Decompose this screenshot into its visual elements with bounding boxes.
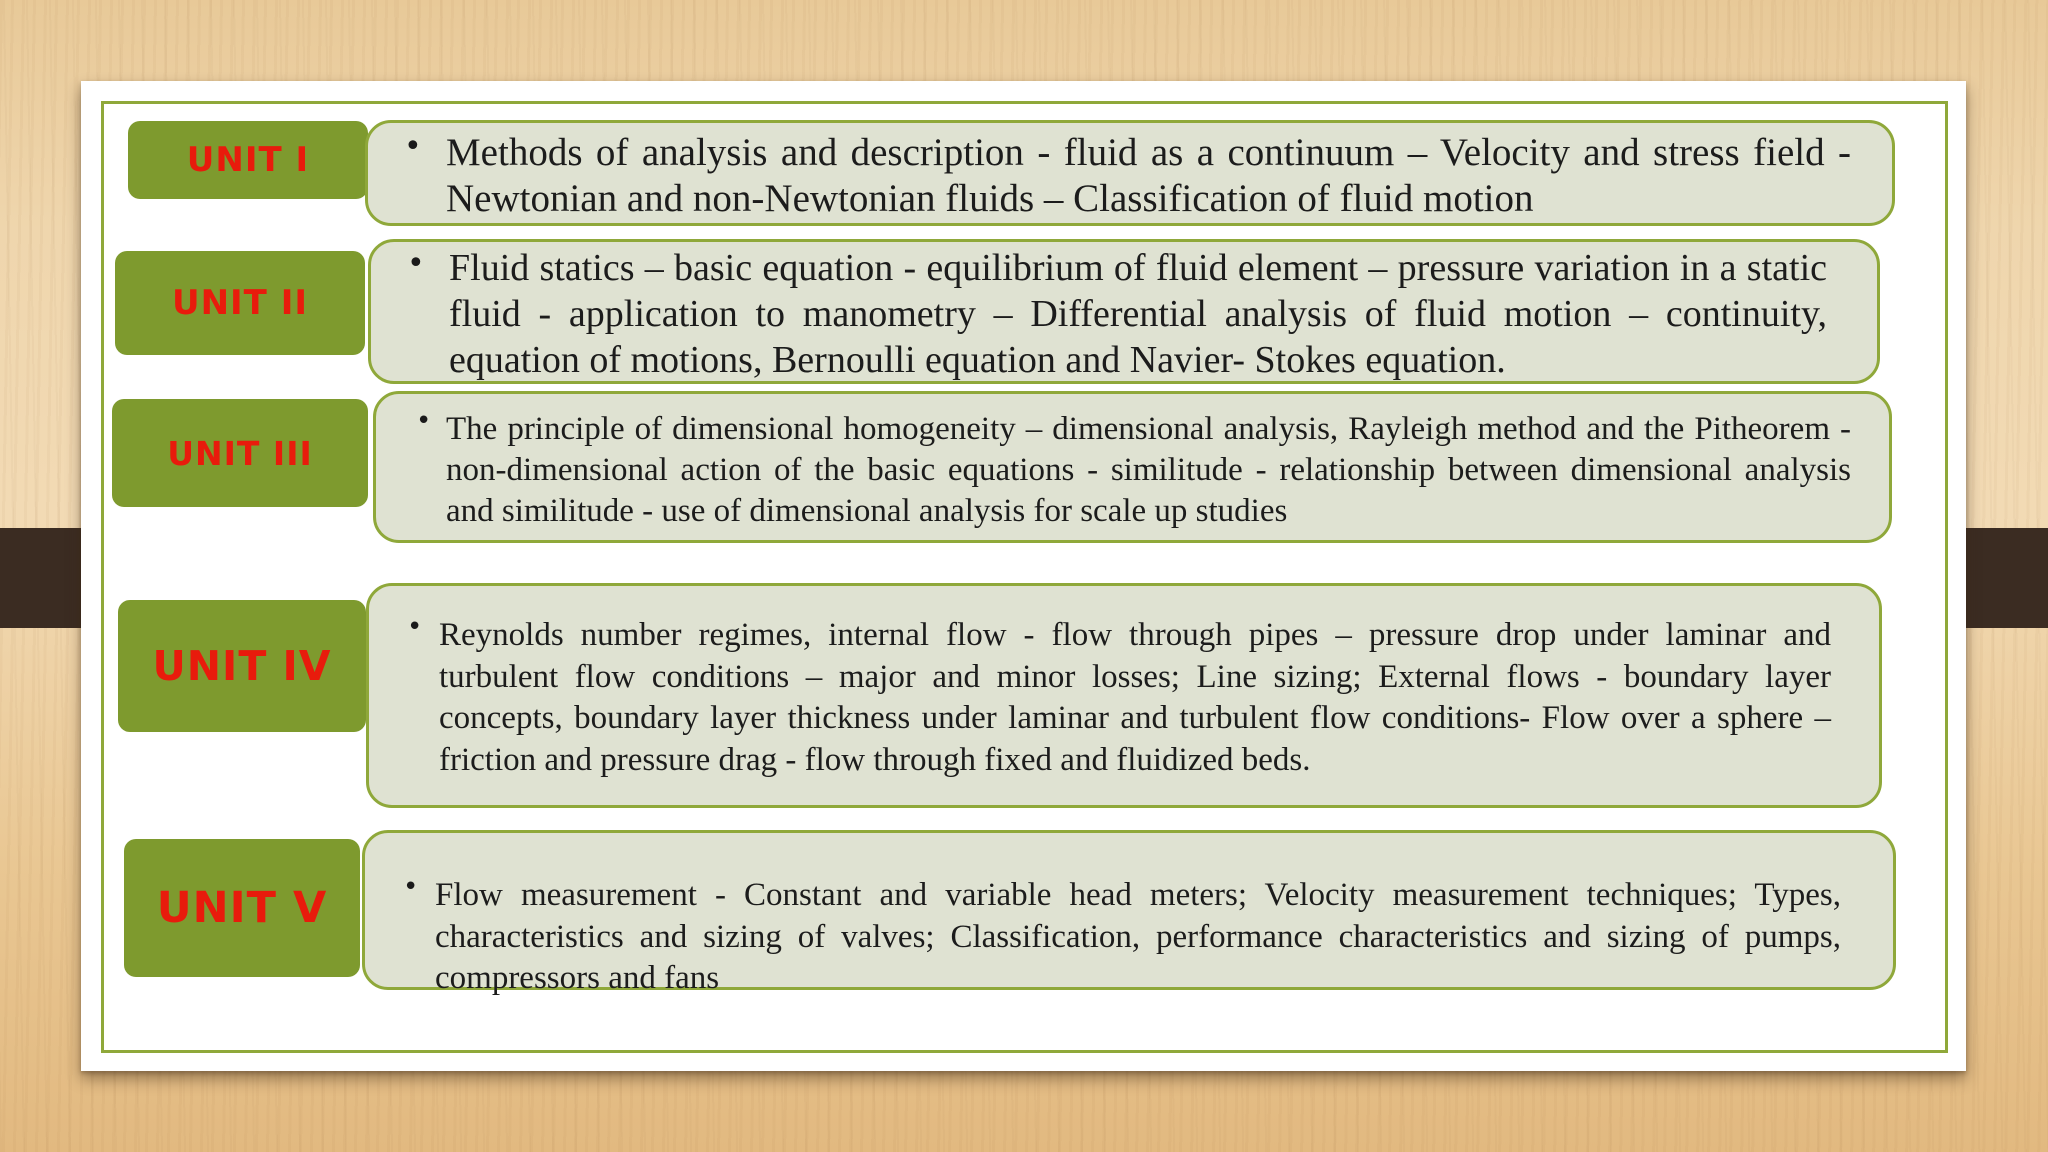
unit-2-bullet: • [407, 246, 425, 281]
unit-4-bullet: • [407, 612, 423, 642]
unit-5-bullet: • [403, 872, 419, 902]
unit-5-label: UNIT V [156, 883, 328, 933]
unit-1-label: UNIT I [186, 140, 310, 180]
unit-3-bullet: • [416, 406, 432, 436]
unit-5-tab [124, 839, 360, 977]
unit-3-box [373, 391, 1892, 543]
unit-5-box [362, 830, 1896, 996]
unit-3-text: The principle of dimensional homogeneity – dimensional analysis, Rayleigh method and the Pitheorem - non-dimensional action of the basic equations - similitude - relationship between dimensional analysis and similitude - use of dimensional analysis for scale up studies [446, 411, 1851, 529]
unit-1-text: Methods of analysis and description - fluid as a continuum – Velocity and stress field - Newtonian and non-Newtonian fluids – Classification of fluid motion [446, 131, 1851, 220]
unit-4-tab [118, 600, 366, 732]
unit-4-box [366, 583, 1882, 808]
unit-3-label: UNIT III [167, 433, 313, 473]
unit-2-text: Fluid statics – basic equation - equilibrium of fluid element – pressure variation in a static fluid - application to manometry – Differential analysis of fluid motion – continuity, equation of motions, Bernoulli equation and Navier- Stokes equation. [449, 247, 1827, 381]
unit-3-tab [112, 399, 368, 507]
unit-1-tab [128, 121, 368, 199]
unit-1-box [365, 120, 1895, 226]
unit-2-tab [115, 251, 365, 355]
unit-1-bullet: • [404, 129, 422, 164]
unit-2-box [368, 239, 1880, 384]
unit-5-text: Flow measurement - Constant and variable head meters; Velocity measurement techniques; Types, characteristics and sizing of valves; Classification, performance characteristics and sizing of pumps, compressors and fans [435, 877, 1841, 996]
unit-4-label: UNIT IV [152, 642, 332, 690]
unit-2-label: UNIT II [171, 283, 309, 323]
unit-4-text: Reynolds number regimes, internal flow - flow through pipes – pressure drop under laminar and turbulent flow conditions – major and minor losses; Line sizing; External flows - boundary layer concepts, boundary layer thickness under laminar and turbulent flow conditions- Flow over a sphere – friction and pressure drag - flow through fixed and fluidized beds. [439, 617, 1831, 779]
slide [81, 81, 1966, 1071]
